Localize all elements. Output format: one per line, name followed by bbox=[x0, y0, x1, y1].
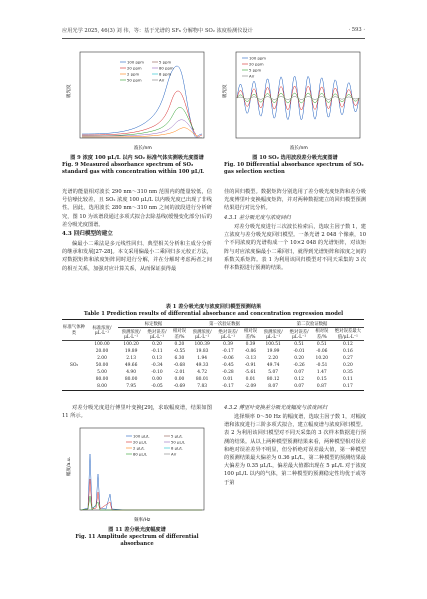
table-row bbox=[62, 348, 364, 355]
table-cell: 0.07 bbox=[294, 384, 304, 389]
table-cell: 20.00 bbox=[95, 349, 109, 354]
fig10-legend-1: 100 ppm bbox=[249, 55, 266, 61]
fig9-legend-1: 100 ppm bbox=[127, 59, 144, 65]
table-cell: -0.28 bbox=[222, 370, 234, 375]
right-paragraph-1: 佳的回归模型。数据矩阵分别选用了差分吸光度矩阵和差分吸光度傅里叶变换幅度矩阵，并对两种数据建立的回归模型预测结果进行对比分析。 bbox=[224, 189, 366, 212]
fig10-legend-3: 5 ppm bbox=[249, 67, 262, 73]
table-cell: 100.39 bbox=[194, 342, 210, 347]
table1-group-1: 标定数据 bbox=[118, 320, 189, 328]
table-row bbox=[62, 362, 364, 369]
table-cell: 0.20 bbox=[152, 342, 162, 347]
fig9-legend-5: 2 ppm bbox=[127, 71, 140, 77]
fig9-xlabel: 波长/nm bbox=[134, 146, 152, 151]
table-row bbox=[62, 355, 364, 362]
fig9-caption-cn: 图 9 浓度 100 μL/L 以内 SO₂ 标准气体实测吸光度图谱 bbox=[70, 155, 204, 161]
fig11-legend-7: 80 μL/L bbox=[133, 451, 147, 457]
table-cell: 2.13 bbox=[126, 356, 136, 361]
table1-group-3: 第二次验证数据 bbox=[260, 320, 364, 328]
table-cell: 0.12 bbox=[294, 377, 304, 382]
table1-sub-header: 相对误差/% bbox=[243, 329, 258, 340]
table-row bbox=[62, 376, 364, 383]
table-cell: 8.07 bbox=[268, 384, 279, 389]
table-cell: -0.01 bbox=[293, 349, 305, 354]
table-cell: 10.20 bbox=[315, 356, 329, 361]
table-cell: 4.90 bbox=[126, 370, 136, 375]
table-cell: -3.13 bbox=[244, 356, 257, 361]
table-cell: 5.07 bbox=[268, 370, 279, 375]
right-paragraph-3: 选择频率 0～50 Hz 的幅度谱，选取主因子数 1，对幅度谱和浓度进行三阶多项式拟合，建立幅度谱与浓度回归模型。表 2 为利用该回归模型对不同天采集的 3 次样本数据进行预测的结果。从以上两种模型预测结果来看，两种模型相对误差和绝对误差差异不明显，但分析绝对误差最大值，第一种模型的预测结果最大偏差为 0.36 μL/L，第二种模型的预测结果最大偏差为 0.35 μL/L，偏差最大值都出现在 5 μL/L 对于浓度 100 μL/L 以内的气体，第二种模型的预测稳定性均优于或等于第 bbox=[224, 414, 366, 486]
table1-sub-header: 相对误差/% bbox=[172, 329, 187, 340]
table1-caption-cn: 表 1 差分吸光度与浓度回归模型预测结果 bbox=[165, 304, 262, 310]
fig9-legend-4: 80 ppm bbox=[159, 65, 174, 71]
header-left: 应用光学 2025, 46(3) 刘 伟，等：基于光谱的 SF₆ 分解物中 SO₂ 浓度检测仪设计 bbox=[62, 28, 253, 34]
fig11-legend-1: 100 μL/L bbox=[133, 433, 150, 439]
table-cell: 100.00 bbox=[94, 342, 110, 347]
table-cell: -0.45 bbox=[222, 363, 234, 368]
page-number: · 593 · bbox=[348, 27, 365, 33]
fig10-ylabel: 吸光度 bbox=[223, 84, 228, 98]
figure-9-absorbance-spectrum bbox=[66, 48, 208, 152]
table1-col-gas: 标准气体种类 bbox=[62, 320, 86, 341]
table-cell: 0.39 bbox=[245, 342, 256, 347]
table-cell: 100.51 bbox=[265, 342, 281, 347]
table-cell: 0.35 bbox=[342, 370, 353, 375]
table-cell: 8.00 bbox=[97, 384, 107, 389]
table-cell: -0.10 bbox=[151, 370, 163, 375]
table-cell: 0.20 bbox=[294, 356, 304, 361]
table-cell: -0.91 bbox=[244, 363, 257, 368]
table1-sub-header: 相对误差/% bbox=[315, 329, 329, 340]
table-cell: 80.12 bbox=[266, 377, 280, 382]
table-cell: 0.13 bbox=[152, 356, 162, 361]
right-paragraph-2: 对差分吸光度进行三次波长检索后，选取主因子数 1，建立浓度与差分吸光度回归模型。一条光谱 2 048 个像素，10 个不同浓度的光谱构成一个 10×2 048 的光谱矩阵，对该矩阵与对应浓度偏最小二乘回归，就得到光谱矩阵和浓度之间的系数关系矩阵。表 1 为利用该回归模型对不同天采集的 3 次样本数据进行预测的结果。 bbox=[224, 224, 366, 272]
table1-sub-header: 绝对误差/μL·L⁻¹ bbox=[218, 329, 238, 340]
table1-sub-header: 绝对误差/μL·L⁻¹ bbox=[289, 329, 309, 340]
fig11-legend-3: 20 μL/L bbox=[133, 439, 147, 445]
table-cell: 80.01 bbox=[195, 377, 209, 382]
table1-caption bbox=[62, 304, 365, 318]
table-cell: 4.72 bbox=[197, 370, 208, 375]
table-cell: 7.83 bbox=[197, 384, 208, 389]
table-cell: 80.00 bbox=[124, 377, 138, 382]
fig9-legend-8: Air bbox=[159, 77, 165, 83]
table-cell: -0.17 bbox=[222, 349, 234, 354]
subsection-4-3-1-heading: 4.3.1 差分吸光度与浓度回归 bbox=[224, 215, 291, 221]
table-cell: 2.20 bbox=[268, 356, 279, 361]
table-cell: -0.11 bbox=[151, 349, 163, 354]
table-cell: -0.86 bbox=[244, 349, 257, 354]
table-cell: 0.12 bbox=[342, 342, 353, 347]
table-cell: 100.20 bbox=[123, 342, 139, 347]
fig11-ylabel: 幅度/a.u. bbox=[67, 457, 72, 476]
fig10-caption-cn: 图 10 SO₂ 选用波段差分吸光度图谱 bbox=[252, 155, 338, 161]
table-cell: 5.00 bbox=[97, 370, 107, 375]
table-cell: -0.34 bbox=[151, 363, 163, 368]
table-cell: 2.00 bbox=[97, 356, 107, 361]
section-4-3-heading: 4.3 回归模型的建立 bbox=[62, 231, 113, 237]
table1-sub-header: 绝对误差/μL·L⁻¹ bbox=[147, 329, 167, 340]
fig9-legend-7: 50 ppm bbox=[127, 77, 142, 83]
table-cell: 0.16 bbox=[342, 349, 353, 354]
table-cell: 0.17 bbox=[342, 384, 353, 389]
table-cell: -0.17 bbox=[222, 384, 234, 389]
table-cell: -5.61 bbox=[244, 370, 257, 375]
table-cell: -0.51 bbox=[316, 363, 328, 368]
table-cell: 0.51 bbox=[294, 342, 304, 347]
table-cell: 1.47 bbox=[316, 370, 327, 375]
table-cell: 0.07 bbox=[294, 370, 304, 375]
fig10-legend-4: Air bbox=[249, 73, 255, 79]
table-cell: 0.87 bbox=[316, 384, 327, 389]
fig11-legend-6: 8 μL/L bbox=[171, 445, 183, 451]
fig11-xlabel: 频率/Hz bbox=[134, 518, 151, 523]
table1-sub-header: 绝对误差最大值/μL·L⁻¹ bbox=[334, 329, 362, 340]
fig9-caption bbox=[62, 155, 212, 176]
fig10-caption-en: Fig. 10 Differential absorbance spectrum of SO₂ gas selection section bbox=[224, 162, 364, 175]
table-cell: 0.11 bbox=[342, 377, 353, 382]
left-paragraph-2: 偏最小二乘法是多元线性回归、典型相关分析和主成分分析的继承和发展[27-28]。本文采用偏最小二乘回归多元校正方法，对数据矩阵和浓度矩阵同时进行分解，并在分解时考虑两者之间的相互关系，加强对应计算关系，从而保证获得最 bbox=[62, 241, 212, 272]
table-cell: 0.01 bbox=[223, 377, 233, 382]
fig11-caption bbox=[62, 527, 212, 548]
table-cell: 0.01 bbox=[245, 377, 256, 382]
table-cell: -0.69 bbox=[173, 384, 186, 389]
left-paragraph-1: 光谱的能量相对波长 290 nm～310 nm 范围内的能量较低，信号信噪比较差，且 SO₂ 浓度 100 μL/L 以内吸光度已出现了非线性。因此，选用波长 280 nm～310 nm 之间的波段进行分析研究，图 10 为该谱段通过多项式拟合去除基线(缓慢变化部分)后的差分吸光度图谱。 bbox=[62, 189, 212, 228]
table1-sub-header: 预测浓度/μL·L⁻¹ bbox=[121, 329, 141, 340]
table-cell: -2.09 bbox=[244, 384, 257, 389]
fig10-legend-2: 20 ppm bbox=[249, 61, 264, 67]
fig11-caption-en: Fig. 11 Amplitude spectrum of differential absorbance bbox=[75, 534, 199, 547]
table-row bbox=[62, 369, 364, 376]
table-cell: 19.99 bbox=[266, 349, 280, 354]
fig9-ylabel: 吸光度 bbox=[67, 84, 72, 98]
table-cell: 50.00 bbox=[95, 363, 109, 368]
table1 bbox=[62, 319, 364, 391]
table-cell: 0.00 bbox=[174, 377, 185, 382]
table1-col-std: 标准浓度/μL·L⁻¹ bbox=[86, 320, 118, 341]
table-cell: -0.05 bbox=[151, 384, 163, 389]
left-paragraph-3: 对差分吸光度进行傅里叶变换[29]，求取幅度谱，结果如图 11 所示。 bbox=[62, 405, 212, 420]
table-cell: 49.33 bbox=[195, 363, 209, 368]
table-row bbox=[62, 341, 364, 349]
table-cell: -0.26 bbox=[293, 363, 305, 368]
table-cell: -0.06 bbox=[316, 349, 328, 354]
table-cell: 0.00 bbox=[152, 377, 162, 382]
table-cell: 0.39 bbox=[223, 342, 233, 347]
table-cell: 19.83 bbox=[195, 349, 209, 354]
table-cell: 0.20 bbox=[342, 363, 353, 368]
table1-sub-header: 预测浓度/μL·L⁻¹ bbox=[192, 329, 212, 340]
table1-caption-en: Table 1 Prediction results of differential absorbance and concentration regression model bbox=[83, 311, 344, 317]
figure-10-differential-absorbance bbox=[222, 48, 364, 152]
table-cell: 0.15 bbox=[316, 377, 327, 382]
table-cell: 6.30 bbox=[174, 356, 185, 361]
table-cell: 49.74 bbox=[266, 363, 280, 368]
fig10-xlabel: 波长/nm bbox=[290, 146, 308, 151]
table-cell: 0.51 bbox=[316, 342, 327, 347]
table-cell: 0.20 bbox=[174, 342, 185, 347]
table-cell: -2.01 bbox=[173, 370, 186, 375]
table-cell: 0.27 bbox=[342, 356, 353, 361]
table1-gas-cell: SO₂ bbox=[69, 363, 79, 368]
subsection-4-3-2-heading: 4.3.2 傅里叶变换差分吸光度幅度与浓度回归 bbox=[224, 405, 328, 411]
fig11-caption-cn: 图 11 差分吸光度幅度谱 bbox=[108, 527, 166, 533]
running-header bbox=[62, 26, 365, 39]
fig9-legend-2: 5 ppm bbox=[159, 59, 172, 65]
table-cell: -0.06 bbox=[222, 356, 234, 361]
fig11-legend-5: 2 μL/L bbox=[133, 445, 145, 451]
table-cell: -0.68 bbox=[173, 363, 186, 368]
fig10-caption bbox=[224, 155, 366, 176]
fig9-caption-en: Fig. 9 Measured absorbance spectrum of SO₂ standard gas with concentration within 100 μL/L bbox=[62, 162, 205, 175]
table-cell: 1.94 bbox=[197, 356, 208, 361]
fig11-legend-2: 5 μL/L bbox=[171, 433, 183, 439]
fig11-legend-8: Air bbox=[171, 451, 177, 457]
table1-group-2: 第一次验证数据 bbox=[189, 320, 260, 328]
fig9-legend-6: 8 ppm bbox=[159, 71, 172, 77]
figure-11-amplitude-spectrum bbox=[66, 424, 208, 524]
table-cell: -0.55 bbox=[173, 349, 186, 354]
table-cell: 80.00 bbox=[95, 377, 109, 382]
fig9-legend-3: 20 ppm bbox=[127, 65, 142, 71]
table-cell: 7.95 bbox=[126, 384, 136, 389]
table1-sub-header: 预测浓度/μL·L⁻¹ bbox=[263, 329, 283, 340]
table-cell: 19.89 bbox=[124, 349, 138, 354]
table-cell: 49.66 bbox=[124, 363, 138, 368]
fig11-legend-4: 50 μL/L bbox=[171, 439, 185, 445]
table-row bbox=[62, 383, 364, 391]
